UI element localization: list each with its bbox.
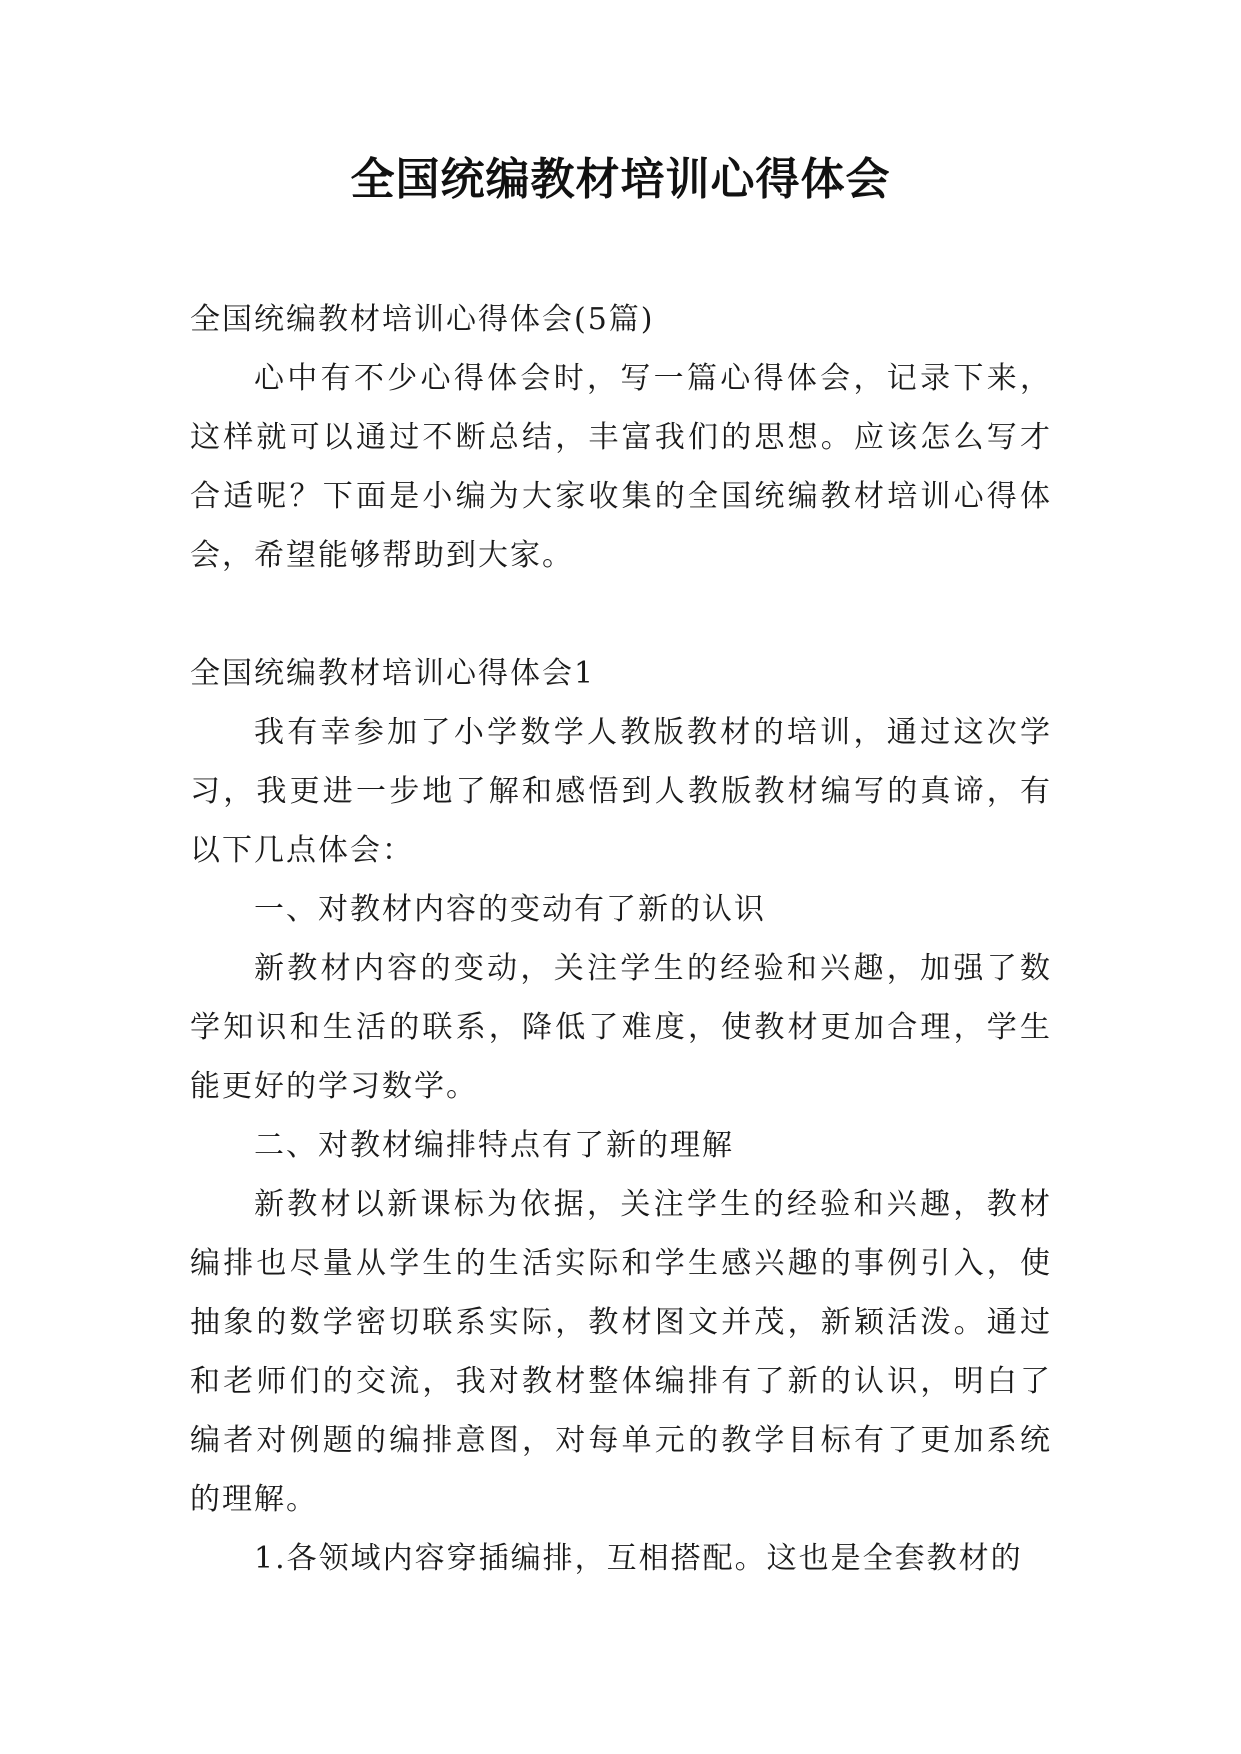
body-paragraph: 我有幸参加了小学数学人教版教材的培训，通过这次学习，我更进一步地了解和感悟到人教版教材编写的真谛，有以下几点体会： xyxy=(190,715,1052,868)
list-item: 1.各领域内容穿插编排，互相搭配。这也是全套教材的 xyxy=(254,1541,1023,1576)
body-paragraph: 新教材内容的变动，关注学生的经验和兴趣，加强了数学知识和生活的联系，降低了难度，使教材更加合理，学生能更好的学习数学。 xyxy=(190,951,1052,1104)
document-body xyxy=(190,290,1052,1588)
body-paragraph: 新教材以新课标为依据，关注学生的经验和兴趣，教材编排也尽量从学生的生活实际和学生感兴趣的事例引入，使抽象的数学密切联系实际，教材图文并茂，新颖活泼。通过和老师们的交流，我对教材整体编排有了新的认识，明白了编者对例题的编排意图，对每单元的教学目标有了更加系统的理解。 xyxy=(190,1187,1052,1517)
collection-heading: 全国统编教材培训心得体会(5篇) xyxy=(190,302,655,337)
document-title: 全国统编教材培训心得体会 xyxy=(350,154,891,205)
article-heading: 全国统编教材培训心得体会1 xyxy=(190,656,596,691)
section-heading: 一、对教材内容的变动有了新的认识 xyxy=(254,892,766,927)
section-heading: 二、对教材编排特点有了新的理解 xyxy=(254,1128,734,1163)
intro-paragraph: 心中有不少心得体会时，写一篇心得体会，记录下来，这样就可以通过不断总结，丰富我们的思想。应该怎么写才合适呢？下面是小编为大家收集的全国统编教材培训心得体会，希望能够帮助到大家。 xyxy=(190,361,1052,573)
